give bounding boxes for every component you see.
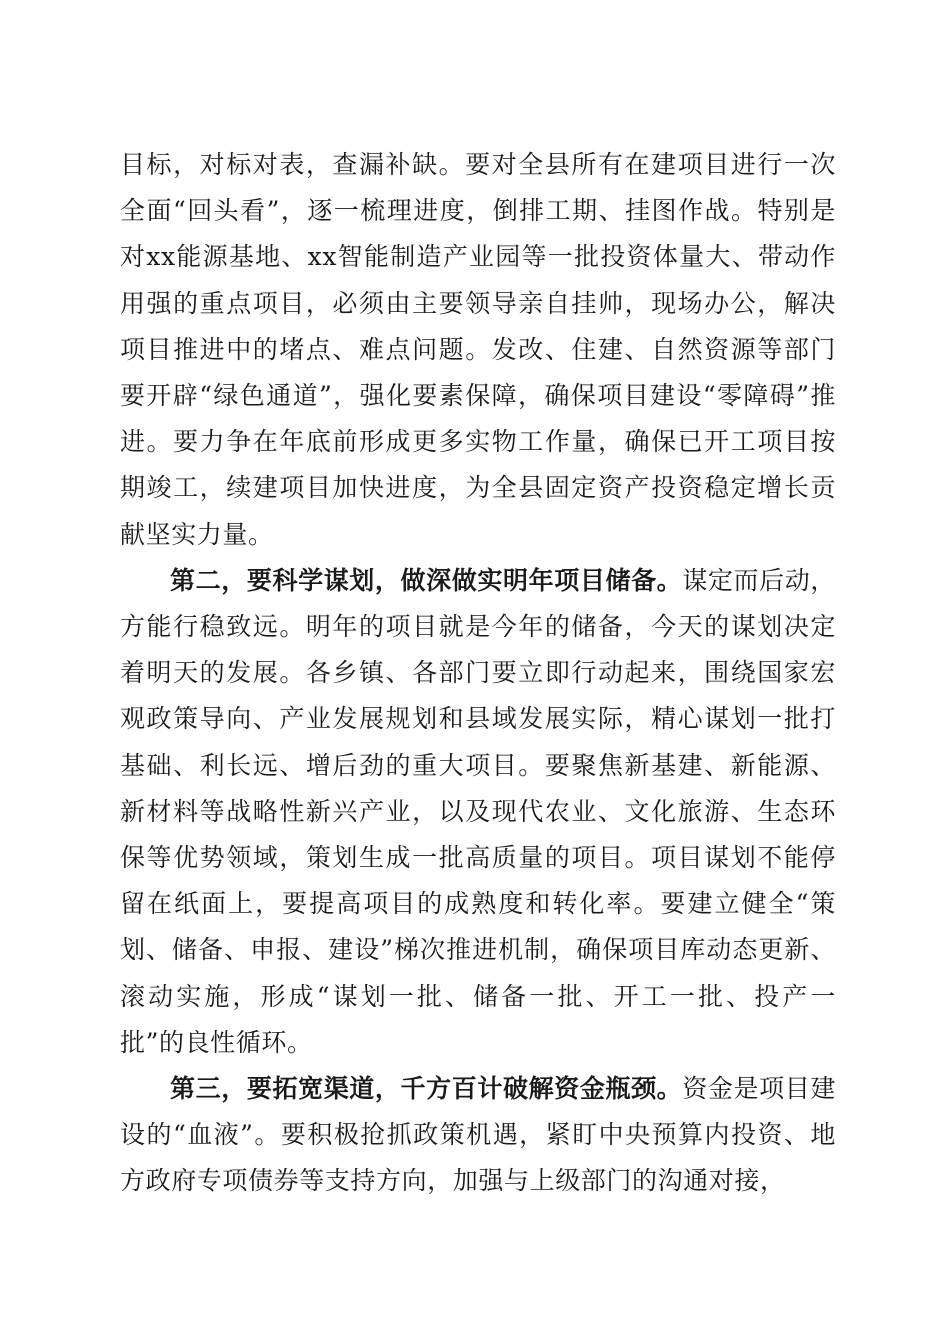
paragraph-2 (120, 558, 836, 1066)
paragraph-1-text: 目标，对标对表，查漏补缺。要对全县所有在建项目进行一次全面“回头看”，逐一梳理进度，倒排工期、挂图作战。特别是对xx能源基地、xx智能制造产业园等一批投资体量大、带动作用强的重点项目，必须由主要领导亲自挂帅，现场办公，解决项目推进中的堵点、难点问题。发改、住建、自然资源等部门要开辟“绿色通道”，强化要素保障，确保项目建设“零障碍”推进。要力争在年底前形成更多实物工作量，确保已开工项目按期竣工，续建项目加快进度，为全县固定资产投资稳定增长贡献坚实力量。 (120, 150, 836, 549)
paragraph-3-lead: 第三，要拓宽渠道，千方百计破解资金瓶颈。 (170, 1074, 683, 1104)
paragraph-3-text: 资金是项目建设的“血液”。要积极抢抓政策机遇，紧盯中央预算内投资、地方政府专项债券等支持方向，加强与上级部门的沟通对接， (120, 1074, 836, 1196)
paragraph-1 (120, 142, 836, 558)
document-body (120, 142, 836, 1205)
paragraph-3 (120, 1066, 836, 1205)
paragraph-2-lead: 第二，要科学谋划，做深做实明年项目储备。 (170, 565, 683, 595)
paragraph-2-text: 谋定而后动，方能行稳致远。明年的项目就是今年的储备，今天的谋划决定着明天的发展。各乡镇、各部门要立即行动起来，围绕国家宏观政策导向、产业发展规划和县域发展实际，精心谋划一批打基础、利长远、增后劲的重大项目。要聚焦新基建、新能源、新材料等战略性新兴产业，以及现代农业、文化旅游、生态环保等优势领域，策划生成一批高质量的项目。项目谋划不能停留在纸面上，要提高项目的成熟度和转化率。要建立健全“策划、储备、申报、建设”梯次推进机制，确保项目库动态更新、滚动实施，形成“谋划一批、储备一批、开工一批、投产一批”的良性循环。 (120, 565, 836, 1057)
